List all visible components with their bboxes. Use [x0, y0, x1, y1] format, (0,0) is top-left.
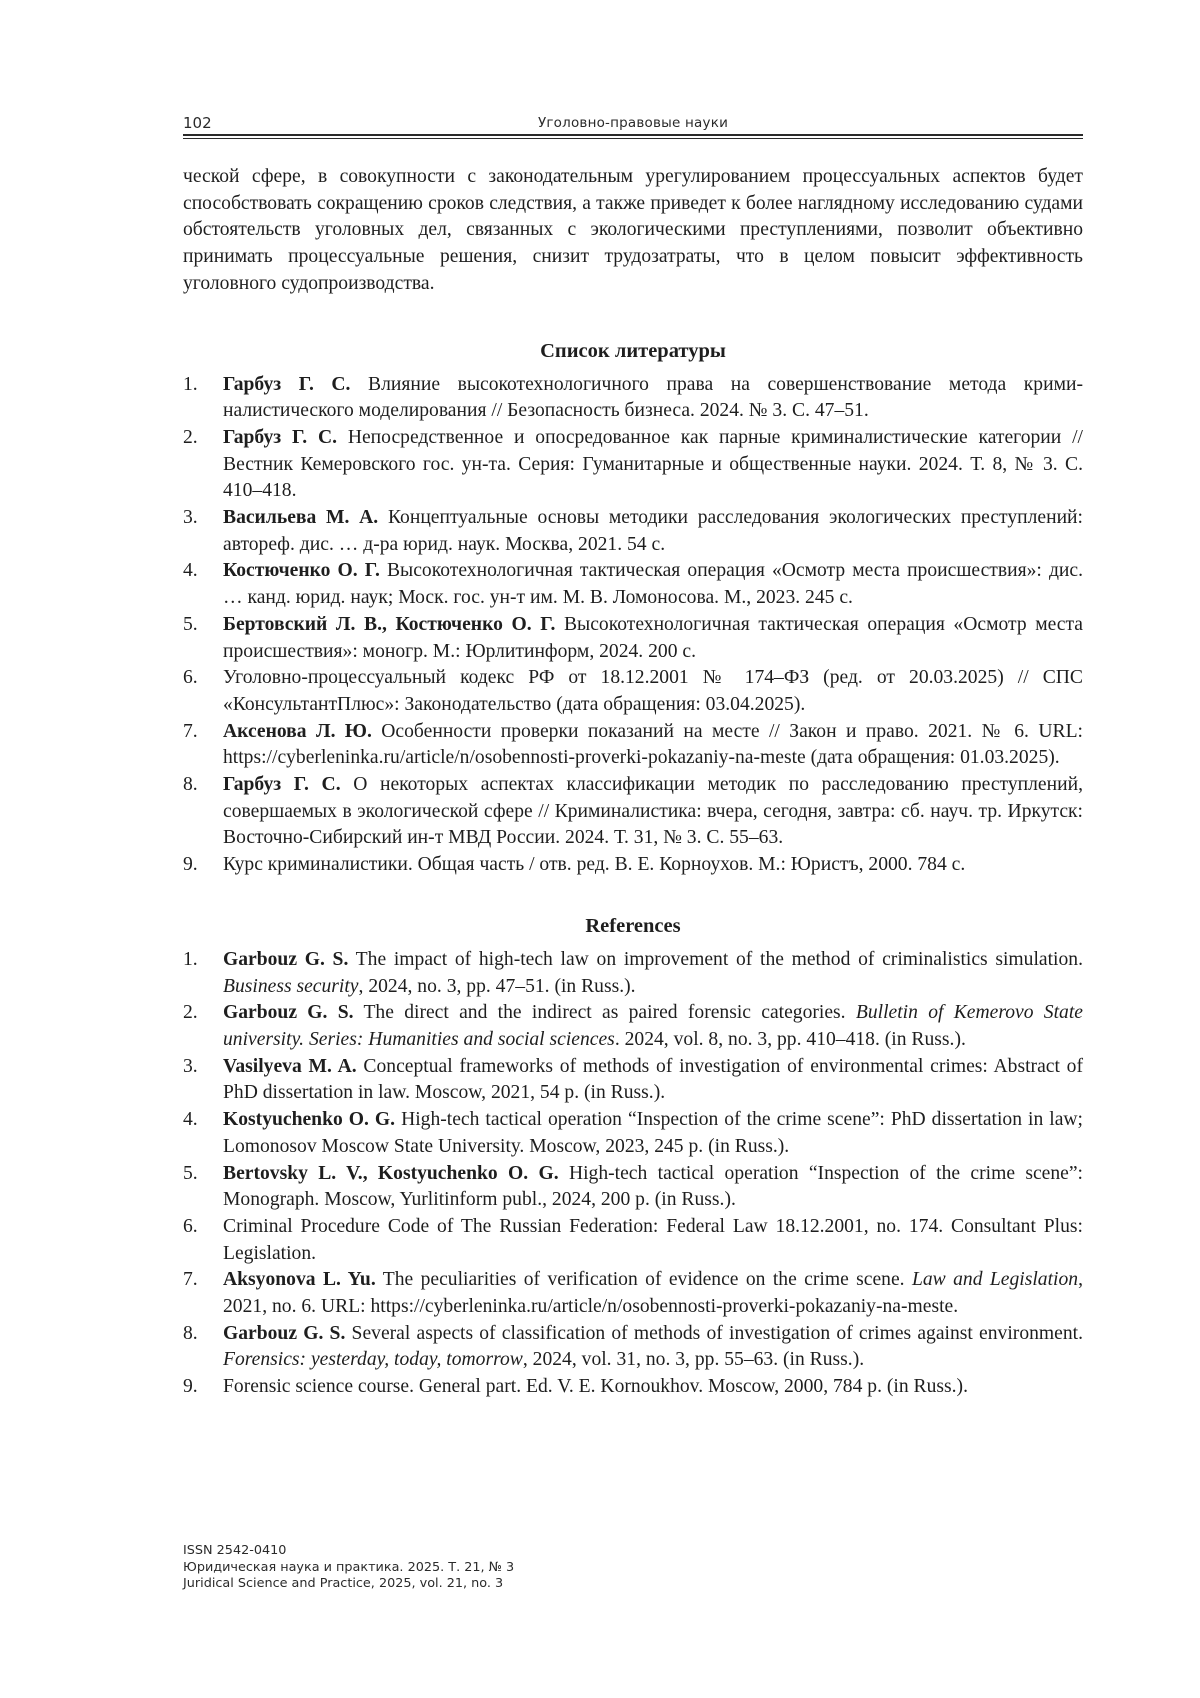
ref-number: 3.: [183, 1055, 198, 1077]
literature-item: [183, 852, 1083, 879]
ref-text: Непосредственное и опосредованное как парные криминалистические категории // Вестник Кемеровского гос. ун-та. Серия: Гуманитарные и общественные науки. 2024. Т. 8, № 3. С. 410–418.: [223, 426, 1083, 502]
reference-item: [183, 1161, 1083, 1214]
ref-details: , 2021, no. 6. URL: https://cyberleninka.ru/article/n/osobennosti-proverki-pokazaniy-na-meste.: [223, 1269, 1083, 1318]
ref-number: 7.: [183, 1269, 198, 1291]
ref-number: 1.: [183, 948, 198, 970]
ref-text: High-tech tactical operation “Inspection of the crime scene”: PhD dissertation in law; Lomonosov Moscow State University. Moscow, 2023, 245 p. (in Russ.).: [223, 1109, 1083, 1157]
ref-source: Forensics: yesterday, today, tomorrow: [223, 1349, 523, 1371]
page-header: [183, 112, 1083, 134]
ref-text: The direct and the indirect as paired forensic categories.: [353, 1002, 856, 1024]
ref-number: 4.: [183, 1109, 198, 1131]
literature-item: [183, 612, 1083, 665]
ref-author: Aksyonova L. Yu.: [223, 1269, 376, 1291]
ref-author: Kostyuchenko O. G.: [223, 1109, 396, 1131]
journal-citation-ru: Юридическая наука и практика. 2025. Т. 21, № 3: [183, 1559, 515, 1575]
ref-author: Garbouz G. S.: [223, 948, 349, 970]
literature-item: [183, 425, 1083, 505]
ref-author: Гарбуз Г. С.: [223, 373, 351, 395]
literature-item: [183, 372, 1083, 425]
references-title: References: [585, 914, 681, 937]
reference-item: [183, 1214, 1083, 1267]
ref-text: High-tech tactical operation “Inspection of the crime scene”: Monograph. Moscow, Yurlitinform publ., 2024, 200 p. (in Russ.).: [223, 1162, 1083, 1211]
ref-number: 7.: [183, 720, 198, 742]
literature-item: [183, 719, 1083, 772]
ref-text: Forensic science course. General part. Ed. V. E. Kornoukhov. Moscow, 2000, 784 p. (in Russ.).: [223, 1376, 968, 1398]
ref-text: Conceptual frameworks of methods of investigation of environmental crimes: Abstract of PhD dissertation in law. Moscow, 2021, 54 p. (in Russ.).: [223, 1055, 1083, 1104]
page-number: 102: [183, 114, 212, 132]
literature-item: [183, 558, 1083, 611]
reference-item: [183, 1374, 1083, 1401]
ref-number: 8.: [183, 1322, 198, 1344]
literature-item: [183, 772, 1083, 852]
literature-item: [183, 505, 1083, 558]
ref-number: 6.: [183, 667, 198, 689]
ref-text: Особенности проверки показаний на месте // Закон и право. 2021. № 6. URL: https://cyberleninka.ru/article/n/osobennosti-proverki-pokazaniy-na-meste (дата обращения: 01.03.2025).: [223, 720, 1083, 769]
ref-text: The impact of high-tech law on improvement of the method of criminalistics simulation.: [348, 948, 1083, 970]
ref-text: Уголовно-процессуальный кодекс РФ от 18.12.2001 № 174–ФЗ (ред. от 20.03.2025) // СПС «КонсультантПлюс»: Законодательство (дата обращения: 03.04.2025).: [223, 667, 1083, 715]
ref-number: 5.: [183, 613, 198, 635]
literature-item: [183, 665, 1083, 718]
journal-citation-en: Juridical Science and Practice, 2025, vol. 21, no. 3: [183, 1576, 504, 1591]
ref-text: The peculiarities of verification of evidence on the crime scene.: [375, 1269, 912, 1291]
ref-details: . 2024, vol. 8, no. 3, pp. 410–418. (in Russ.).: [614, 1028, 966, 1050]
ref-text: Концептуальные основы методики расследования экологических преступлений: автореф. дис. … д-ра юрид. наук. Москва, 2021. 54 с.: [223, 507, 1083, 555]
literature-title: Список литературы: [540, 339, 726, 362]
ref-text: Курс криминалистики. Общая часть / отв. ред. В. Е. Корноухов. М.: Юристъ, 2000. 784 с.: [223, 854, 966, 876]
page-content: [183, 164, 1083, 1401]
ref-text: Several aspects of classification of methods of investigation of crimes against environment.: [345, 1322, 1083, 1344]
ref-number: 9.: [183, 854, 198, 876]
reference-item: [183, 947, 1083, 1000]
ref-number: 9.: [183, 1376, 198, 1398]
references-list: [183, 947, 1083, 1401]
ref-source: Bulletin of Kemerovo State university. Series: Humanities and social sciences: [223, 1002, 1083, 1050]
ref-author: Гарбуз Г. С.: [223, 774, 341, 796]
ref-author: Бертовский Л. В., Костюченко О. Г.: [223, 613, 556, 635]
reference-item: [183, 1267, 1083, 1320]
header-rule: [183, 134, 1083, 136]
ref-author: Гарбуз Г. С.: [223, 426, 338, 448]
reference-item: [183, 1107, 1083, 1160]
ref-author: Garbouz G. S.: [223, 1002, 354, 1024]
literature-list: [183, 372, 1083, 879]
reference-item: [183, 1000, 1083, 1053]
ref-source: Business security: [223, 975, 359, 997]
ref-text: Высокотехнологичная тактическая операция «Осмотр места происшествия»: моногр. М.: Юрлитинформ, 2024. 200 с.: [223, 613, 1083, 662]
ref-number: 2.: [183, 426, 198, 448]
ref-author: Bertovsky L. V., Kostyuchenko O. G.: [223, 1162, 559, 1184]
ref-author: Garbouz G. S.: [223, 1322, 346, 1344]
ref-number: 3.: [183, 507, 198, 529]
ref-author: Васильева М. А.: [223, 507, 379, 529]
running-title: Уголовно-правовые науки: [537, 115, 729, 131]
ref-text: Criminal Procedure Code of The Russian Federation: Federal Law 18.12.2001, no. 174. Consultant Plus: Legislation.: [223, 1215, 1083, 1264]
reference-item: [183, 1321, 1083, 1374]
ref-author: Костюченко О. Г.: [223, 560, 380, 582]
intro-paragraph: ческой сфере, в совокупности с законодательным урегулированием процессуальных аспектов будет способствовать сокращению сроков следствия, а также приведет к более наглядному исследованию судами обстоятельств уголовных дел, связанных с экологическими преступлениями, позволит объективно принимать процессуальные решения, снизит трудозатраты, что в целом повысит эффективность уголовного судопроизводства.: [183, 166, 1083, 294]
ref-author: Vasilyeva M. A.: [223, 1055, 357, 1077]
ref-author: Аксенова Л. Ю.: [223, 720, 372, 742]
reference-item: [183, 1054, 1083, 1107]
ref-text: О некоторых аспектах классификации методик по расследованию преступлений, совершаемых в экологической сфере // Криминалистика: вчера, сегодня, завтра: сб. науч. тр. Иркутск: Восточно-Сибирский ин-т МВД России. 2024. Т. 31, № 3. С. 55–63.: [223, 774, 1083, 849]
ref-details: , 2024, no. 3, pp. 47–51. (in Russ.).: [358, 975, 636, 997]
ref-number: 1.: [183, 373, 198, 395]
ref-number: 2.: [183, 1002, 198, 1024]
ref-number: 4.: [183, 560, 198, 582]
page-footer: [183, 1543, 514, 1593]
ref-text: Влияние высокотехнологичного права на совершенствование метода криминалистического моделирования // Безопасность бизнеса. 2024. № 3. С. 47–51.: [223, 373, 1083, 422]
ref-details: , 2024, vol. 31, no. 3, pp. 55–63. (in Russ.).: [522, 1349, 865, 1371]
ref-number: 5.: [183, 1162, 198, 1184]
header-rule-thin: [183, 138, 1083, 139]
ref-text: Высокотехнологичная тактическая операция «Осмотр места происшествия»: дис. … канд. юрид. наук; Моск. гос. ун-т им. М. В. Ломоносова. М., 2023. 245 с.: [223, 560, 1083, 609]
ref-number: 6.: [183, 1215, 198, 1237]
ref-source: Law and Legislation: [911, 1269, 1079, 1291]
ref-number: 8.: [183, 774, 198, 796]
issn: ISSN 2542-0410: [183, 1543, 287, 1558]
